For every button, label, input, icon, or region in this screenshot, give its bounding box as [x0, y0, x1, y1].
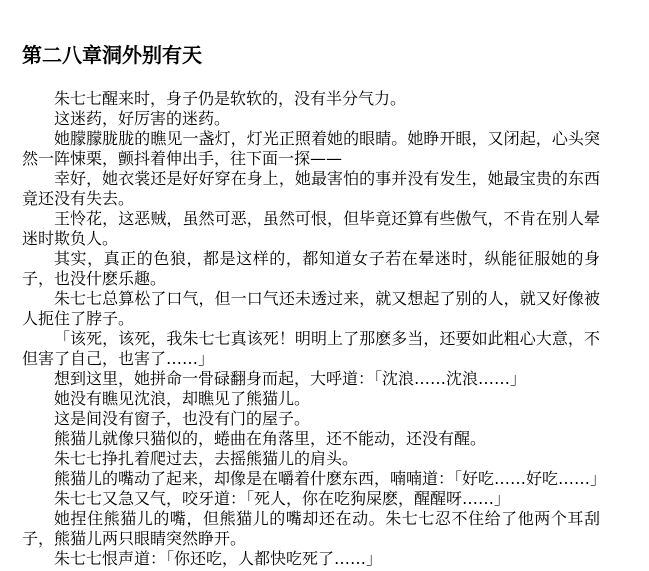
- paragraph: 她朦朦胧胧的瞧见一盏灯，灯光正照着她的眼睛。她睁开眼，又闭起，心头突然一阵悚栗，颤抖着伸出手，往下面一探——: [22, 129, 600, 168]
- paragraph: 熊猫儿的嘴动了起来，却像是在嚼着什麽东西，喃喃道：「好吃……好吃……」: [54, 469, 607, 488]
- paragraph: 她捏住熊猫儿的嘴，但熊猫儿的嘴却还在动。朱七七忍不住给了他两个耳刮子，熊猫儿两只眼睛突然睁开。: [22, 509, 600, 548]
- paragraph: 朱七七总算松了口气，但一口气还未透过来，就又想起了别的人，就又好像被人扼住了脖子。: [22, 289, 600, 328]
- paragraph: 朱七七挣扎着爬过去，去摇熊猫儿的肩头。: [54, 449, 359, 468]
- paragraph: 这是间没有窗子，也没有门的屋子。: [54, 409, 311, 428]
- paragraph: 其实，真正的色狼，都是这样的，都知道女子若在晕迷时，纵能征服她的身子，也没什麽乐趣。: [22, 249, 600, 288]
- paragraph: 朱七七恨声道：「你还吃，人都快吃死了……」: [54, 549, 383, 568]
- paragraph: 幸好，她衣裳还是好好穿在身上，她最害怕的事并没有发生，她最宝贵的东西竟还没有失去。: [22, 169, 600, 208]
- paragraph: 熊猫儿就像只猫似的，蜷曲在角落里，还不能动，还没有醒。: [54, 429, 487, 448]
- paragraph: 王怜花，这恶贼，虽然可恶，虽然可恨，但毕竟还算有些傲气，不肯在别人晕迷时欺负人。: [22, 209, 600, 248]
- paragraph: 朱七七醒来时，身子仍是软软的，没有半分气力。: [54, 89, 407, 108]
- paragraph: 想到这里，她拼命一骨碌翻身而起，大呼道：「沈浪……沈浪……」: [54, 369, 527, 388]
- chapter-title: 第二八章洞外别有天: [22, 43, 202, 67]
- paragraph: 「该死，该死，我朱七七真该死！明明上了那麽多当，还要如此粗心大意，不但害了自己，也害了……」: [22, 329, 600, 368]
- paragraph: 朱七七又急又气，咬牙道：「死人，你在吃狗屎麽，醒醒呀……」: [54, 489, 511, 508]
- paragraph: 她没有瞧见沈浪，却瞧见了熊猫儿。: [54, 389, 311, 408]
- chapter-body: [22, 89, 607, 569]
- paragraph: 这迷药，好厉害的迷药。: [54, 109, 231, 128]
